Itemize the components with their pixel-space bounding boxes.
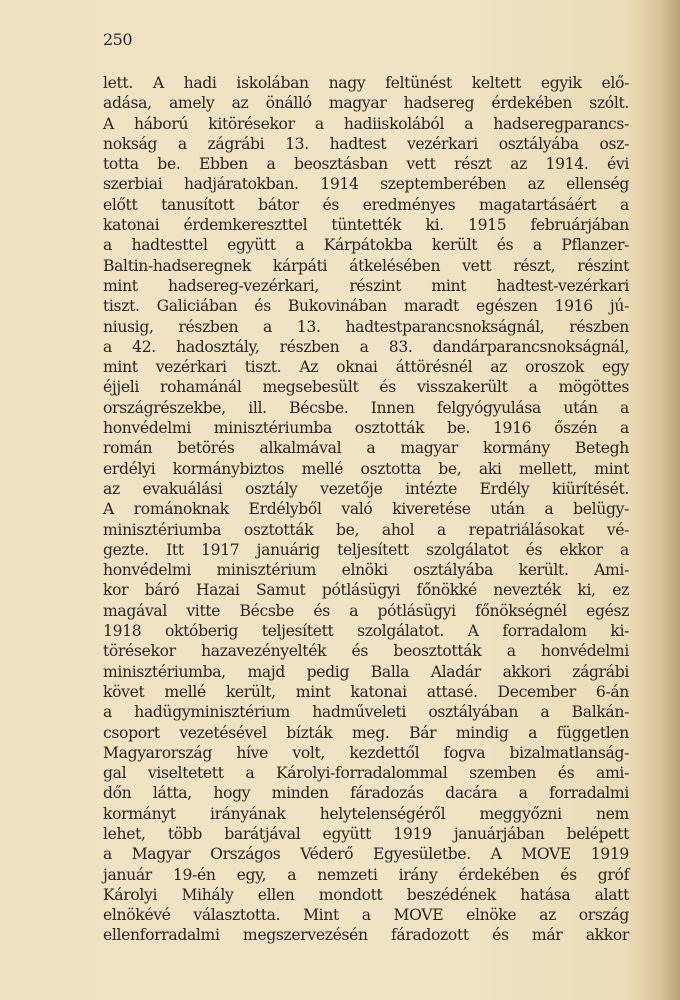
text-line: nokság a zágrábi 13. hadtest vezérkari osztályába osz-: [103, 134, 629, 153]
text-line: totta be. Ebben a beosztásban vett részt az 1914. évi: [103, 155, 629, 174]
text-line: az evakuálási osztály vezetője intézte Erdély kiürítését.: [103, 479, 629, 498]
text-line: a hadtesttel együtt a Kárpátokba került és a Pflanzer-: [103, 236, 629, 255]
text-line: minisztériumba, majd pedig Balla Aladár akkori zágrábi: [103, 662, 629, 681]
text-line: honvédelmi minisztérium elnöki osztályába került. Ami-: [103, 561, 629, 580]
text-line: Károlyi Mihály ellen mondott beszédének hatása alatt: [103, 885, 629, 904]
text-line: kormányt irányának helytelenségéről meggyőzni nem: [103, 804, 629, 823]
page-number: 250: [103, 30, 133, 49]
text-line: magával vitte Bécsbe és a pótlásügyi főnökségnél egész: [103, 601, 629, 620]
text-line: kor báró Hazai Samut pótlásügyi főnökké nevezték ki, ez: [103, 581, 629, 600]
text-line: a 42. hadosztály, részben a 83. dandárparancsnokságnál,: [103, 337, 629, 356]
text-line: adása, amely az önálló magyar hadsereg érdekében szólt.: [103, 94, 629, 113]
text-line: gal viseltetett a Károlyi-forradalommal szemben és ami-: [103, 764, 629, 783]
text-line: éjjeli rohamánál megsebesült és visszakerült a mögöttes: [103, 378, 629, 397]
text-line: mint vezérkari tiszt. Az oknai áttörésnél az oroszok egy: [103, 358, 629, 377]
text-line: január 19-én egy, a nemzeti irány érdekében és gróf: [103, 865, 629, 884]
text-line: niusig, részben a 13. hadtestparancsnokságnál, részben: [103, 317, 629, 336]
text-line: A háború kitörésekor a hadiiskolából a hadseregparancs-: [103, 114, 629, 133]
text-line: Baltin-hadseregnek kárpáti átkelésében vett részt, részint: [103, 256, 629, 275]
text-line: szerbiai hadjáratokban. 1914 szeptemberében az ellenség: [103, 175, 629, 194]
text-line: lett. A hadi iskolában nagy feltünést keltett egyik elő-: [103, 74, 629, 92]
text-line: erdélyi kormánybiztos mellé osztotta be, aki mellett, mint: [103, 459, 629, 478]
text-line: előtt tanusított bátor és eredményes magatartásáért a: [103, 195, 629, 214]
text-line: román betörés alkalmával a magyar kormány Betegh: [103, 439, 629, 458]
text-line: a hadügyminisztérium hadműveleti osztályában a Balkán-: [103, 703, 629, 722]
text-line: honvédelmi minisztériumba osztották be. 1916 őszén a: [103, 419, 629, 438]
text-line: Magyarország híve volt, kezdettől fogva bizalmatlanság-: [103, 743, 629, 762]
text-line: csoport vezetésével bízták meg. Bár mindig a független: [103, 723, 629, 742]
text-line: ellenforradalmi megszervezésén fáradozott és már akkor: [103, 926, 629, 945]
text-line: gezte. Itt 1917 januárig teljesített szolgálatot és ekkor a: [103, 540, 629, 559]
text-line: 1918 októberig teljesített szolgálatot. A forradalom ki-: [103, 622, 629, 641]
text-line: országrészekbe, ill. Bécsbe. Innen felgyógyulása után a: [103, 398, 629, 417]
text-line: A románoknak Erdélyből való kiveretése után a belügy-: [103, 500, 629, 519]
text-line: törésekor hazavezényelték és beosztották a honvédelmi: [103, 642, 629, 661]
text-line: mint hadsereg-vezérkari, részint mint hadtest-vezérkari: [103, 276, 629, 295]
text-line: a Magyar Országos Véderő Egyesületbe. A MOVE 1919: [103, 845, 629, 864]
text-line: katonai érdemkereszttel tüntették ki. 1915 februárjában: [103, 216, 629, 235]
text-line: minisztériumba osztották be, ahol a repatriálásokat vé-: [103, 520, 629, 539]
body-text: [103, 73, 629, 946]
text-line: követ mellé került, mint katonai attasé. December 6-án: [103, 682, 629, 701]
text-line: elnökévé választotta. Mint a MOVE elnöke az ország: [103, 906, 629, 925]
text-line: lehet, több barátjával együtt 1919 januárjában belépett: [103, 824, 629, 843]
text-line: tiszt. Galiciában és Bukovinában maradt egészen 1916 jú-: [103, 297, 629, 316]
text-line: dőn látta, hogy minden fáradozás dacára a forradalmi: [103, 784, 629, 803]
